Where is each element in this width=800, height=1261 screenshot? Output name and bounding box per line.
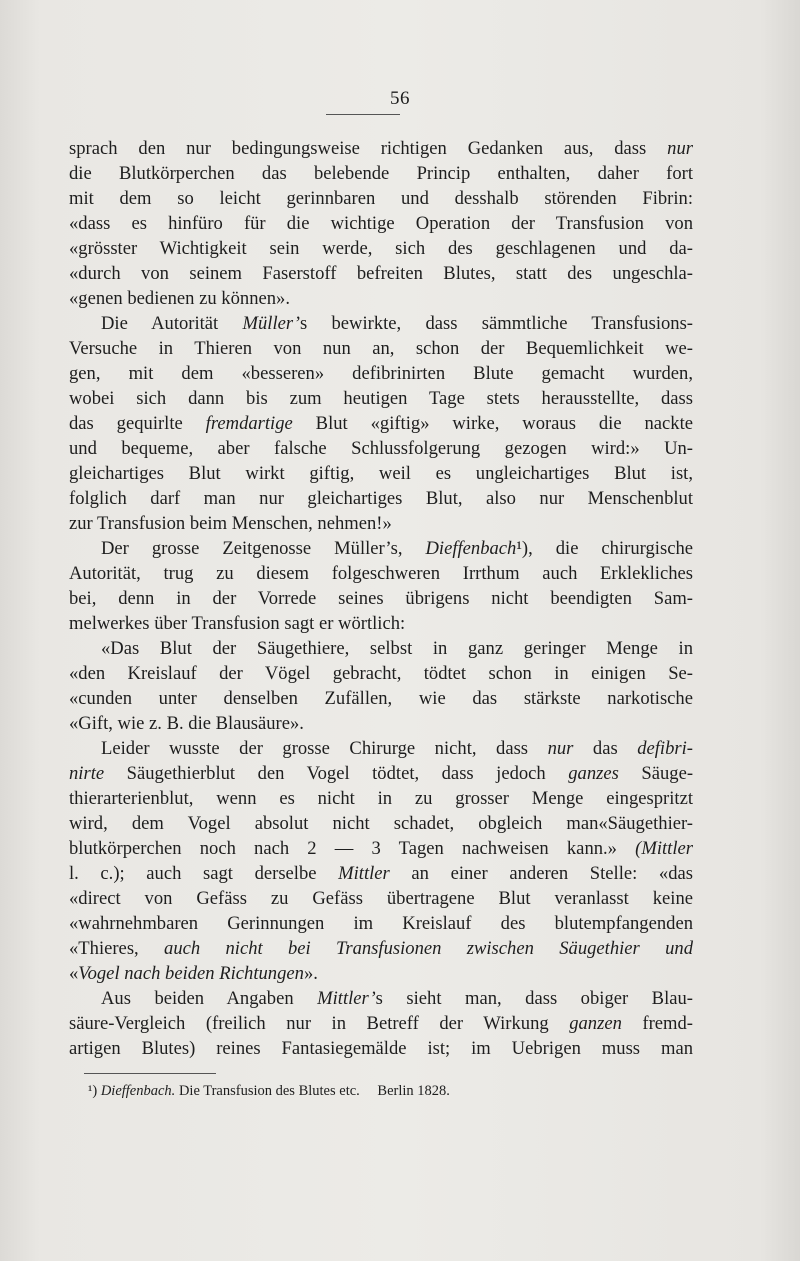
text-run: defibri- [637, 738, 693, 759]
text-run: auch nicht bei Transfusionen zwischen Säugethier und [164, 938, 693, 959]
text-line [69, 336, 693, 361]
text-line [69, 911, 693, 936]
text-line [69, 186, 693, 211]
text-line [69, 961, 693, 986]
text-run: fremd- [621, 1013, 693, 1034]
text-line [69, 811, 693, 836]
text-line [69, 586, 693, 611]
text-run: Versuche in Thieren von nun an, schon der Bequemlichkeit we- [69, 338, 693, 359]
text-line [69, 136, 693, 161]
text-line [69, 636, 693, 661]
text-line [69, 686, 693, 711]
text-run: Autorität, trug zu diesem folgeschweren Irrthum auch Erklekliches [69, 563, 693, 584]
footnote-author: Dieffenbach. [100, 1083, 176, 1099]
text-line [69, 786, 693, 811]
text-run: «wahrnehmbaren Gerinnungen im Kreislauf des blutempfangenden [69, 913, 693, 934]
body-text [69, 136, 693, 1061]
text-run: ganzen [569, 1013, 622, 1034]
text-run: Mittler’ [317, 988, 376, 1009]
text-run: die Blutkörperchen das belebende Princip enthalten, daher fort [69, 163, 693, 184]
text-run: sprach den nur bedingungsweise richtigen Gedanken aus, dass [69, 138, 668, 159]
footnote-title: Die Transfusion des Blutes etc. [178, 1083, 360, 1099]
text-line [69, 661, 693, 686]
footnote [88, 1083, 450, 1100]
text-run: wobei sich dann bis zum heutigen Tage stets herausstellte, dass [69, 388, 693, 409]
text-run: und bequeme, aber falsche Schlussfolgerung gezogen wird:» Un- [69, 438, 693, 459]
text-run: ¹), die chirurgische [516, 538, 693, 559]
text-run: Dieffenbach [425, 538, 517, 559]
text-run: «den Kreislauf der Vögel gebracht, tödtet schon in einigen Se- [69, 663, 693, 684]
text-run: bei, denn in der Vorrede seines übrigens nicht beendigten Sam- [69, 588, 693, 609]
text-run: Blut «giftig» wirke, woraus die nackte [292, 413, 693, 434]
text-run: l. c.); auch sagt derselbe [69, 863, 339, 884]
text-line [69, 736, 693, 761]
text-run: «Gift, wie z. B. die Blausäure». [69, 713, 304, 734]
text-run: melwerkes über Transfusion sagt er wörtlich: [69, 613, 406, 634]
text-run: nirte [69, 763, 105, 784]
text-run: gen, mit dem «besseren» defibrinirten Blute gemacht wurden, [69, 363, 693, 384]
text-run: thierarterienblut, wenn es nicht in zu grosser Menge eingespritzt [69, 788, 693, 809]
text-run: Müller’ [242, 313, 300, 334]
text-run: an einer anderen Stelle: «das [389, 863, 694, 884]
text-line [69, 536, 693, 561]
text-line [69, 886, 693, 911]
text-run: nur [667, 138, 693, 159]
text-run: Leider wusste der grosse Chirurge nicht, dass [101, 738, 548, 759]
text-run: fremdartige [205, 413, 293, 434]
text-line [69, 761, 693, 786]
text-run: «Thieres, [69, 938, 165, 959]
text-line [69, 236, 693, 261]
text-run: Die Autorität [101, 313, 243, 334]
text-line [69, 461, 693, 486]
text-run: «dass es hinfüro für die wichtige Operation der Transfusion von [69, 213, 693, 234]
text-run: «genen bedienen zu können». [69, 288, 290, 309]
text-line [69, 286, 693, 311]
text-run: wird, dem Vogel absolut nicht schadet, obgleich man«Säugethier- [69, 813, 693, 834]
text-run: blutkörperchen noch nach 2 — 3 Tagen nachweisen kann.» [69, 838, 636, 859]
footnote-place-year: Berlin 1828. [377, 1083, 450, 1099]
text-line [69, 861, 693, 886]
text-run: säure-Vergleich (freilich nur in Betreff der Wirkung [69, 1013, 570, 1034]
text-run: s bewirkte, dass sämmtliche Transfusions- [300, 313, 694, 334]
text-run: «Das Blut der Säugethiere, selbst in ganz geringer Menge in [101, 638, 693, 659]
text-line [69, 261, 693, 286]
text-line [69, 561, 693, 586]
text-run: zur Transfusion beim Menschen, nehmen!» [69, 513, 392, 534]
text-line [69, 511, 693, 536]
text-run: Der grosse Zeitgenosse Müller’s, [101, 538, 426, 559]
footnote-rule [84, 1073, 216, 1074]
text-run: s sieht man, dass obiger Blau- [375, 988, 693, 1009]
text-run: das gequirlte [69, 413, 206, 434]
text-run: gleichartiges Blut wirkt giftig, weil es ungleichartiges Blut ist, [69, 463, 693, 484]
text-line [69, 611, 693, 636]
text-run: artigen Blutes) reines Fantasiegemälde ist; im Uebrigen muss man [69, 1038, 693, 1059]
text-run: das [573, 738, 638, 759]
text-line [69, 386, 693, 411]
text-line [69, 486, 693, 511]
footnote-marker: ¹) [88, 1083, 98, 1099]
text-line [69, 1036, 693, 1061]
page-number: 56 [390, 88, 410, 109]
text-run: mit dem so leicht gerinnbaren und desshalb störenden Fibrin: [69, 188, 693, 209]
page-number-rule [326, 114, 400, 115]
text-line [69, 936, 693, 961]
text-run: « [69, 963, 79, 984]
text-line [69, 1011, 693, 1036]
text-line [69, 411, 693, 436]
text-run: ganzes [568, 763, 619, 784]
text-run: «direct von Gefäss zu Gefäss übertragene Blut veranlasst keine [69, 888, 693, 909]
text-run: Aus beiden Angaben [101, 988, 318, 1009]
text-line [69, 361, 693, 386]
text-run: Vogel nach beiden Richtungen [78, 963, 304, 984]
text-run: «cunden unter denselben Zufällen, wie das stärkste narkotische [69, 688, 693, 709]
text-run: «durch von seinem Faserstoff befreiten Blutes, statt des ungeschla- [69, 263, 693, 284]
text-run: Säugethierblut den Vogel tödtet, dass jedoch [104, 763, 569, 784]
text-line [69, 161, 693, 186]
text-run: folglich darf man nur gleichartiges Blut, also nur Menschenblut [69, 488, 693, 509]
text-run: nur [547, 738, 574, 759]
text-line [69, 836, 693, 861]
text-run: Mittler [338, 863, 390, 884]
text-run: Säuge- [618, 763, 694, 784]
text-run: (Mittler [635, 838, 693, 859]
text-run: «grösster Wichtigkeit sein werde, sich des geschlagenen und da- [69, 238, 693, 259]
text-line [69, 711, 693, 736]
text-run: ». [303, 963, 318, 984]
text-line [69, 436, 693, 461]
text-line [69, 211, 693, 236]
text-line [69, 986, 693, 1011]
text-line [69, 311, 693, 336]
